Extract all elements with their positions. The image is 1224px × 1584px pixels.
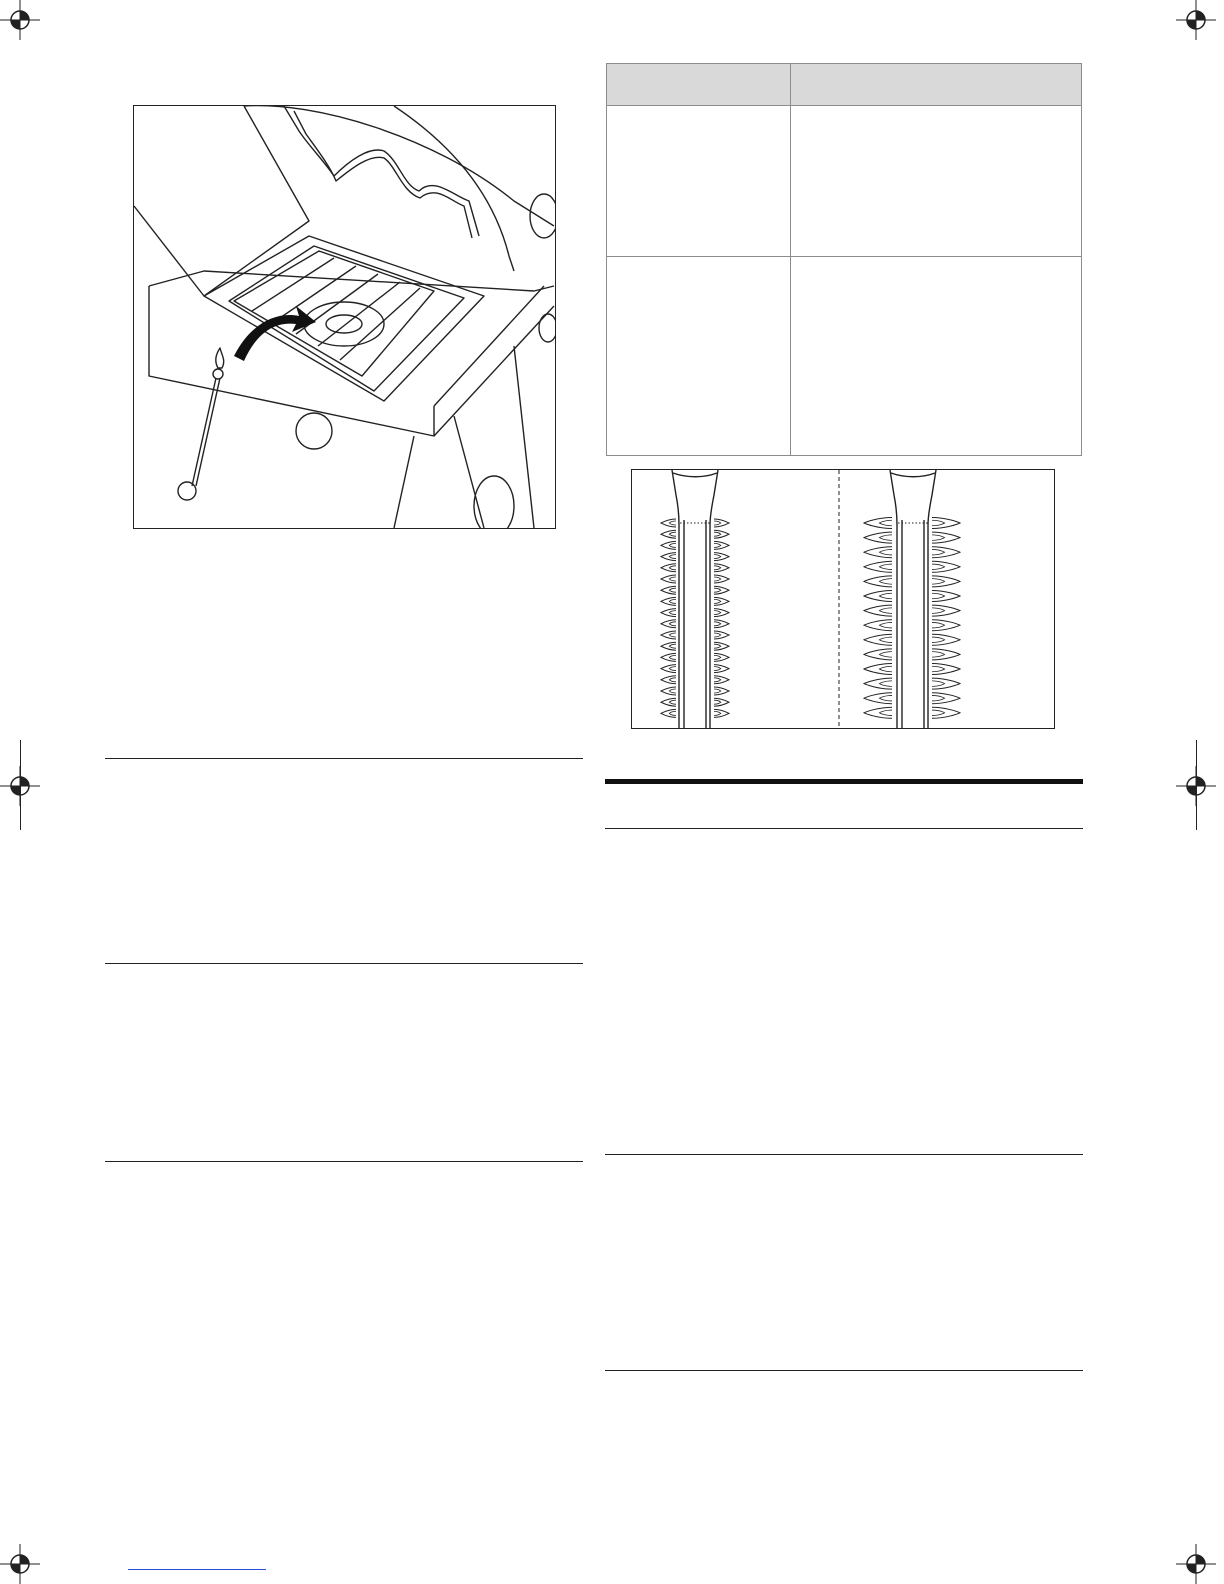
table-column-divider bbox=[790, 64, 791, 455]
flame-inner-icon bbox=[714, 599, 721, 603]
flame-inner-icon bbox=[879, 637, 892, 643]
burner-icon bbox=[304, 302, 384, 346]
flame-inner-icon bbox=[669, 678, 676, 682]
flame-inner-icon bbox=[669, 644, 676, 648]
flame-inner-icon bbox=[714, 532, 721, 536]
flame-inner-icon bbox=[879, 608, 892, 614]
flame-icon bbox=[714, 575, 729, 583]
lighter-rod-icon bbox=[178, 369, 223, 500]
flame-inner-icon bbox=[669, 689, 676, 693]
flame-icon bbox=[932, 634, 960, 645]
flame-icon bbox=[864, 547, 892, 558]
flame-inner-icon bbox=[714, 644, 721, 648]
flame-icon bbox=[661, 620, 676, 628]
flame-inner-icon bbox=[879, 579, 892, 585]
flame-icon bbox=[714, 553, 729, 561]
flame-inner-icon bbox=[714, 543, 721, 547]
flame-inner-icon bbox=[714, 577, 721, 581]
flame-inner-icon bbox=[669, 655, 676, 659]
flame-icon bbox=[864, 649, 892, 660]
flame-icon bbox=[932, 649, 960, 660]
flame-icon bbox=[864, 605, 892, 616]
large-flames bbox=[864, 518, 960, 719]
flame-icon bbox=[661, 530, 676, 538]
flame-inner-icon bbox=[714, 555, 721, 559]
flame-inner-icon bbox=[669, 521, 676, 525]
flame-inner-icon bbox=[932, 593, 945, 599]
flame-icon bbox=[864, 591, 892, 602]
flame-inner-icon bbox=[879, 681, 892, 687]
flame-icon bbox=[216, 348, 224, 368]
flame-inner-icon bbox=[669, 711, 676, 715]
curved-arrow-icon bbox=[234, 306, 316, 361]
flame-icon bbox=[661, 709, 676, 717]
flame-inner-icon bbox=[714, 678, 721, 682]
flame-inner-icon bbox=[714, 667, 721, 671]
flame-inner-icon bbox=[932, 608, 945, 614]
flame-icon bbox=[932, 707, 960, 718]
flame-inner-icon bbox=[714, 588, 721, 592]
flame-icon bbox=[932, 605, 960, 616]
flame-icon bbox=[661, 575, 676, 583]
trim-line bbox=[1196, 740, 1197, 830]
flame-inner-icon bbox=[932, 681, 945, 687]
flame-icon bbox=[864, 620, 892, 631]
flame-icon bbox=[932, 620, 960, 631]
section-heading-bar bbox=[605, 779, 1083, 784]
flame-icon bbox=[714, 698, 729, 706]
flame-inner-icon bbox=[932, 579, 945, 585]
flame-icon bbox=[661, 609, 676, 617]
footer-link[interactable] bbox=[128, 1555, 266, 1570]
grill-lid bbox=[134, 106, 309, 296]
flame-inner-icon bbox=[932, 549, 945, 555]
registration-mark-icon bbox=[0, 1544, 40, 1584]
flame-icon bbox=[864, 634, 892, 645]
section-divider bbox=[105, 1161, 583, 1162]
flame-icon bbox=[661, 642, 676, 650]
section-divider bbox=[105, 758, 583, 759]
flame-inner-icon bbox=[714, 622, 721, 626]
flame-icon bbox=[714, 586, 729, 594]
flame-icon bbox=[714, 620, 729, 628]
flame-inner-icon bbox=[669, 555, 676, 559]
burner-flame-diagram bbox=[631, 469, 1055, 729]
flame-icon bbox=[661, 564, 676, 572]
section-divider bbox=[105, 963, 583, 964]
small-flames bbox=[661, 519, 729, 717]
flame-icon bbox=[661, 687, 676, 695]
flame-inner-icon bbox=[669, 566, 676, 570]
flame-inner-icon bbox=[669, 611, 676, 615]
flame-inner-icon bbox=[714, 689, 721, 693]
flame-inner-icon bbox=[932, 652, 945, 658]
flame-icon bbox=[932, 518, 960, 529]
flame-icon bbox=[864, 693, 892, 704]
flame-inner-icon bbox=[879, 549, 892, 555]
flame-icon bbox=[661, 698, 676, 706]
flame-inner-icon bbox=[932, 710, 945, 716]
flame-icon bbox=[932, 547, 960, 558]
flame-icon bbox=[714, 530, 729, 538]
flame-inner-icon bbox=[932, 622, 945, 628]
flame-icon bbox=[714, 609, 729, 617]
flame-inner-icon bbox=[669, 577, 676, 581]
flame-inner-icon bbox=[714, 566, 721, 570]
flame-icon bbox=[714, 665, 729, 673]
info-table bbox=[606, 63, 1082, 456]
flame-inner-icon bbox=[879, 666, 892, 672]
flame-inner-icon bbox=[879, 710, 892, 716]
flame-inner-icon bbox=[932, 637, 945, 643]
flame-icon bbox=[714, 642, 729, 650]
flame-icon bbox=[932, 678, 960, 689]
flame-icon bbox=[864, 678, 892, 689]
flame-inner-icon bbox=[879, 520, 892, 526]
flame-icon bbox=[932, 664, 960, 675]
grill-ignition-illustration bbox=[133, 105, 556, 529]
flame-inner-icon bbox=[879, 535, 892, 541]
flame-icon bbox=[714, 709, 729, 717]
flame-inner-icon bbox=[714, 611, 721, 615]
flame-icon bbox=[661, 586, 676, 594]
flame-inner-icon bbox=[932, 564, 945, 570]
flame-inner-icon bbox=[669, 700, 676, 704]
flame-inner-icon bbox=[669, 633, 676, 637]
flame-icon bbox=[661, 653, 676, 661]
section-divider bbox=[605, 828, 1083, 829]
table-header bbox=[607, 64, 1081, 106]
table-row-divider bbox=[607, 256, 1081, 257]
flame-inner-icon bbox=[932, 520, 945, 526]
flame-inner-icon bbox=[669, 543, 676, 547]
flame-icon bbox=[932, 591, 960, 602]
flame-icon bbox=[661, 676, 676, 684]
flame-icon bbox=[864, 576, 892, 587]
flame-inner-icon bbox=[669, 599, 676, 603]
flame-icon bbox=[714, 676, 729, 684]
flame-icon bbox=[714, 687, 729, 695]
flame-icon bbox=[714, 541, 729, 549]
flame-icon bbox=[714, 653, 729, 661]
flame-icon bbox=[864, 707, 892, 718]
flame-inner-icon bbox=[932, 535, 945, 541]
flame-icon bbox=[661, 541, 676, 549]
flame-icon bbox=[932, 576, 960, 587]
flame-inner-icon bbox=[879, 695, 892, 701]
flame-inner-icon bbox=[714, 655, 721, 659]
flame-icon bbox=[932, 532, 960, 543]
flame-inner-icon bbox=[669, 532, 676, 536]
flame-inner-icon bbox=[932, 666, 945, 672]
registration-mark-icon bbox=[0, 0, 40, 40]
flame-inner-icon bbox=[879, 593, 892, 599]
flame-inner-icon bbox=[714, 633, 721, 637]
flame-icon bbox=[864, 561, 892, 572]
flame-icon bbox=[661, 519, 676, 527]
flame-inner-icon bbox=[879, 564, 892, 570]
flame-icon bbox=[932, 693, 960, 704]
section-divider bbox=[605, 1370, 1083, 1371]
trim-line bbox=[20, 740, 21, 830]
grill-body bbox=[149, 286, 434, 436]
flame-inner-icon bbox=[714, 700, 721, 704]
flame-inner-icon bbox=[879, 622, 892, 628]
flame-icon bbox=[714, 564, 729, 572]
flame-icon bbox=[864, 532, 892, 543]
flame-inner-icon bbox=[879, 652, 892, 658]
flame-inner-icon bbox=[669, 588, 676, 592]
flame-icon bbox=[714, 519, 729, 527]
grill-drawing bbox=[134, 106, 555, 528]
flame-icon bbox=[714, 631, 729, 639]
flame-icon bbox=[661, 665, 676, 673]
flame-inner-icon bbox=[669, 622, 676, 626]
flame-inner-icon bbox=[714, 521, 721, 525]
grate bbox=[234, 251, 434, 376]
section-divider bbox=[605, 1154, 1083, 1155]
flame-icon bbox=[864, 664, 892, 675]
flame-icon bbox=[661, 631, 676, 639]
registration-mark-icon bbox=[1176, 0, 1216, 40]
flame-icon bbox=[714, 597, 729, 605]
flame-pattern-drawing bbox=[632, 470, 1054, 728]
flame-icon bbox=[932, 561, 960, 572]
flame-icon bbox=[864, 518, 892, 529]
flame-icon bbox=[661, 553, 676, 561]
flame-inner-icon bbox=[669, 667, 676, 671]
registration-mark-icon bbox=[1176, 1544, 1216, 1584]
flame-icon bbox=[661, 597, 676, 605]
flame-inner-icon bbox=[932, 695, 945, 701]
flame-inner-icon bbox=[714, 711, 721, 715]
